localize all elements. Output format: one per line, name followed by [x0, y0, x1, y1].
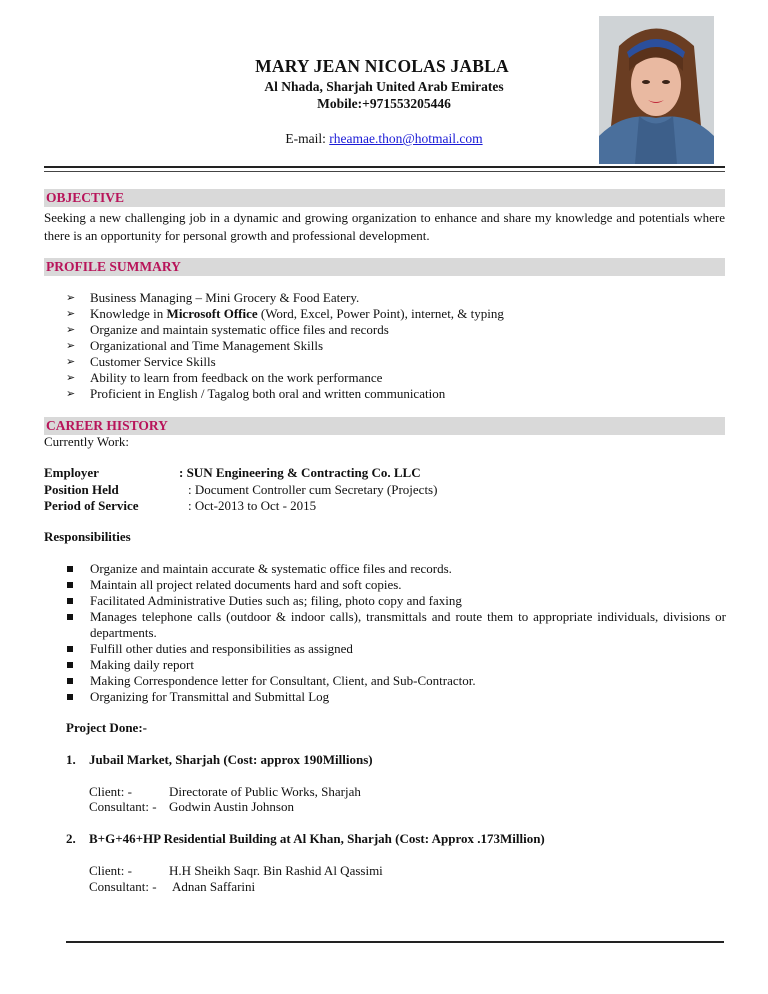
footer-rule [66, 941, 724, 943]
square-bullet-icon [67, 566, 73, 572]
arrow-bullet-icon: ➢ [66, 340, 76, 352]
section-career-history [44, 417, 725, 435]
section-title: OBJECTIVE [46, 190, 125, 205]
email-label: E-mail: [285, 131, 330, 146]
project-number: 1. [66, 752, 76, 767]
project-number: 2. [66, 831, 76, 846]
consultant-label: Consultant: - [89, 799, 157, 814]
section-title: CAREER HISTORY [46, 418, 168, 433]
client-value: Directorate of Public Works, Sharjah [169, 784, 361, 799]
employer-label: Employer [44, 465, 99, 480]
mobile-number: Mobile:+971553205446 [317, 96, 451, 111]
square-bullet-icon [67, 614, 73, 620]
square-bullet-icon [67, 694, 73, 700]
square-bullet-icon [67, 582, 73, 588]
employer-value: : SUN Engineering & Contracting Co. LLC [179, 465, 421, 480]
project-title: B+G+46+HP Residential Building at Al Khan, Sharjah (Cost: Approx .173Million) [89, 831, 545, 846]
consultant-value: Godwin Austin Johnson [169, 799, 294, 814]
period-label: Period of Service [44, 498, 139, 513]
list-item: ➢ Customer Service Skills [66, 354, 216, 369]
header-rule-thin [44, 171, 725, 172]
address: Al Nhada, Sharjah United Arab Emirates [264, 79, 504, 94]
currently-work: Currently Work: [44, 434, 130, 449]
arrow-bullet-icon: ➢ [66, 388, 76, 400]
email-link[interactable]: rheamae.thon@hotmail.com [329, 131, 483, 146]
list-item: Maintain all project related documents hard and soft copies. [66, 577, 726, 593]
list-item: ➢ Proficient in English / Tagalog both oral and written communication [66, 386, 446, 401]
consultant-label: Consultant: - [89, 879, 157, 894]
list-item: ➢ Ability to learn from feedback on the work performance [66, 370, 383, 385]
list-item: ➢ Organize and maintain systematic office files and records [66, 322, 389, 337]
arrow-bullet-icon: ➢ [66, 324, 76, 336]
arrow-bullet-icon: ➢ [66, 372, 76, 384]
list-item: Making Correspondence letter for Consultant, Client, and Sub-Contractor. [66, 673, 726, 689]
candidate-name: MARY JEAN NICOLAS JABLA [255, 56, 509, 76]
responsibilities-list [66, 561, 726, 705]
section-title: PROFILE SUMMARY [46, 259, 181, 274]
arrow-bullet-icon: ➢ [66, 308, 76, 320]
position-label: Position Held [44, 482, 119, 497]
client-label: Client: - [89, 863, 132, 878]
section-profile-summary [44, 258, 725, 276]
consultant-value: Adnan Saffarini [172, 879, 256, 894]
client-value: H.H Sheikh Saqr. Bin Rashid Al Qassimi [169, 863, 383, 878]
header-rule [44, 166, 725, 168]
objective-text: Seeking a new challenging job in a dynamic and growing organization to enhance and share my knowledge and potentials where there is an opportunity for personal growth and professional development. [44, 210, 725, 243]
arrow-bullet-icon: ➢ [66, 356, 76, 368]
square-bullet-icon [67, 678, 73, 684]
period-value: : Oct-2013 to Oct - 2015 [188, 498, 317, 513]
project-title: Jubail Market, Sharjah (Cost: approx 190Millions) [89, 752, 373, 767]
responsibilities-title: Responsibilities [44, 529, 131, 544]
list-item: Organizing for Transmittal and Submittal Log [66, 689, 726, 705]
list-item: ➢ Organizational and Time Management Skills [66, 338, 324, 353]
profile-photo [599, 16, 714, 164]
client-label: Client: - [89, 784, 132, 799]
list-item: Making daily report [66, 657, 726, 673]
section-objective [44, 189, 725, 207]
arrow-bullet-icon: ➢ [66, 292, 76, 304]
list-item: ➢ Business Managing – Mini Grocery & Food Eatery. [66, 290, 360, 305]
square-bullet-icon [67, 646, 73, 652]
square-bullet-icon [67, 598, 73, 604]
position-value: : Document Controller cum Secretary (Projects) [188, 482, 438, 497]
list-item: ➢ Knowledge in Microsoft Office (Word, Excel, Power Point), internet, & typing [66, 306, 504, 321]
projects-title: Project Done:- [66, 720, 147, 735]
list-item: Fulfill other duties and responsibilities as assigned [66, 641, 726, 657]
list-item: Manages telephone calls (outdoor & indoor calls), transmittals and route them to appropriate individuals, divisions or departments. [66, 609, 726, 641]
square-bullet-icon [67, 662, 73, 668]
list-item: Organize and maintain accurate & systematic office files and records. [66, 561, 726, 577]
list-item: Facilitated Administrative Duties such as; filing, photo copy and faxing [66, 593, 726, 609]
profile-list [66, 290, 726, 402]
